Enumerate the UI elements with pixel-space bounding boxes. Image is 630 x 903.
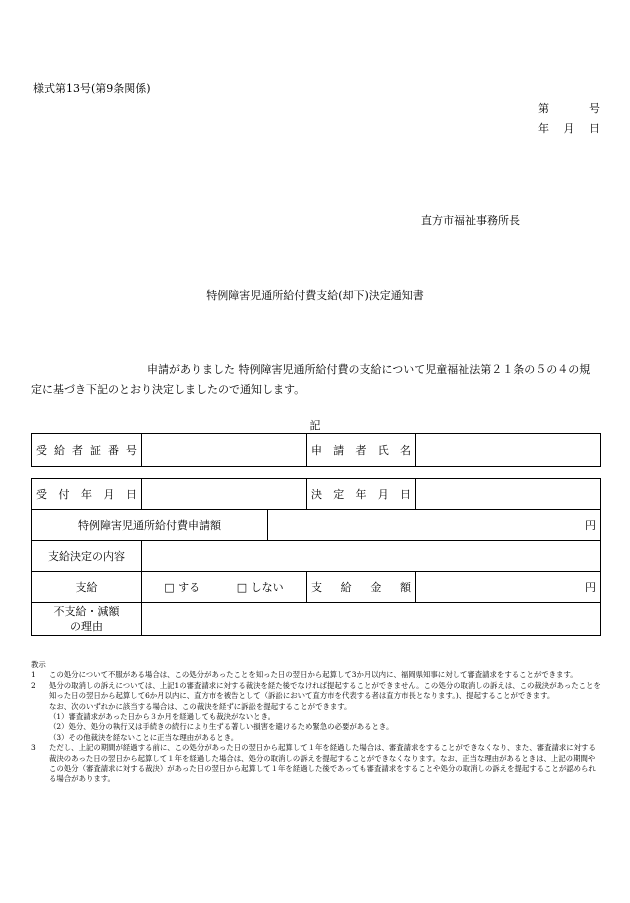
requested-amount-label: 特例障害児通所給付費申請額 (32, 510, 268, 541)
payment-amount-label: 支給金額 (307, 572, 416, 603)
note-2-number: 2 (31, 680, 36, 690)
requested-amount-unit: 円 (585, 519, 596, 532)
note-3-text: ただし、上記の期間が経過する前に、この処分があった日の翌日から起算して１年を経過した場合は、審査請求をすることができなくなり、また、審査請求に対する裁決のあった日の翌日から起算して１年を経過した場合は、処分の取消しの訴えを提起することができなくなります。なお、正当な理由があるときは、上記の期間やこの処分（審査請求に対する裁決）があった日の翌日から起算して１年を経過した後であっても審査請求をすることや処分の取消しの訴えを提起することが認められる場合があります。 (49, 743, 596, 784)
number-suffix: 号 (589, 102, 600, 115)
issue-date (538, 120, 600, 136)
payment-label: 支給 (32, 572, 142, 603)
ki-marker: 記 (309, 419, 321, 432)
note-2-text: 処分の取消しの訴えについては、上記1の審査請求に対する裁決を経た後でなければ提起することができません。この処分の取消しの訴えは、この裁決があったことを知った日の翌日から起算して6か月以内に、直方市を被告として（訴訟において直方市を代表する者は直方市長となります。)、提起することができます。 (49, 680, 601, 701)
reason-label-line1: 不支給・減額 (53, 605, 120, 618)
issuer-name: 直方市福祉事務所長 (421, 214, 520, 227)
applicant-name-label: 申請者氏名 (307, 434, 416, 467)
document-number (538, 100, 600, 116)
payment-amount-unit: 円 (585, 581, 596, 594)
instructions-heading: 教示 (31, 660, 46, 669)
reason-label (32, 603, 142, 636)
decision-date-field[interactable] (416, 479, 601, 510)
decision-table (31, 478, 601, 636)
recipient-number-label: 受給者証番号 (32, 434, 142, 467)
payment-amount-field[interactable] (416, 572, 601, 603)
date-month: 月 (563, 122, 575, 135)
requested-amount-field[interactable] (268, 510, 601, 541)
decision-content-label: 支給決定の内容 (32, 541, 142, 572)
received-date-label: 受付年月日 (32, 479, 142, 510)
note-2-sub-1: （1）審査請求があった日から３か月を経過しても裁決がないとき。 (49, 712, 276, 722)
number-prefix: 第 (538, 102, 549, 115)
decision-content-field[interactable] (142, 541, 601, 572)
option-yes-checkbox[interactable]: □ する (164, 581, 201, 594)
note-3-number: 3 (31, 743, 36, 753)
received-date-field[interactable] (142, 479, 307, 510)
note-1-text: この処分について不服がある場合は、この処分があったことを知った日の翌日から起算して3か月以内に、福岡県知事に対して審査請求をすることができます。 (49, 670, 578, 680)
decision-date-label: 決定年月日 (307, 479, 416, 510)
recipient-table (31, 433, 601, 467)
note-2 (31, 681, 601, 702)
instructions (31, 660, 601, 785)
date-day: 日 (589, 122, 600, 135)
note-1-number: 1 (31, 670, 36, 680)
reason-field[interactable] (142, 603, 601, 636)
note-2-sub-intro: なお、次のいずれかに該当する場合は、この裁決を経ずに訴訟を提起することができます。 (49, 701, 352, 711)
note-2-sub-3: （3）その他裁決を経ないことに正当な理由があるとき。 (49, 732, 239, 742)
note-2-sub-2: （2）処分、処分の執行又は手続きの続行により生ずる著しい損害を避けるため緊急の必要があるとき。 (49, 722, 394, 732)
payment-options (142, 572, 307, 603)
date-year: 年 (538, 122, 549, 135)
note-3 (31, 743, 601, 785)
notice-body: 申請がありました 特例障害児通所給付費の支給について児童福祉法第２１条の５の４の規定に基づき下記のとおり決定しましたので通知します。 (31, 363, 591, 396)
reason-label-line2: の理由 (70, 620, 103, 633)
form-number: 様式第13号(第9条関係) (33, 82, 151, 95)
option-no-checkbox[interactable]: □ しない (236, 581, 284, 594)
document-title: 特例障害児通所給付費支給(却下)決定通知書 (206, 289, 424, 302)
applicant-name-field[interactable] (416, 434, 601, 467)
note-1 (31, 670, 601, 680)
recipient-number-field[interactable] (142, 434, 307, 467)
